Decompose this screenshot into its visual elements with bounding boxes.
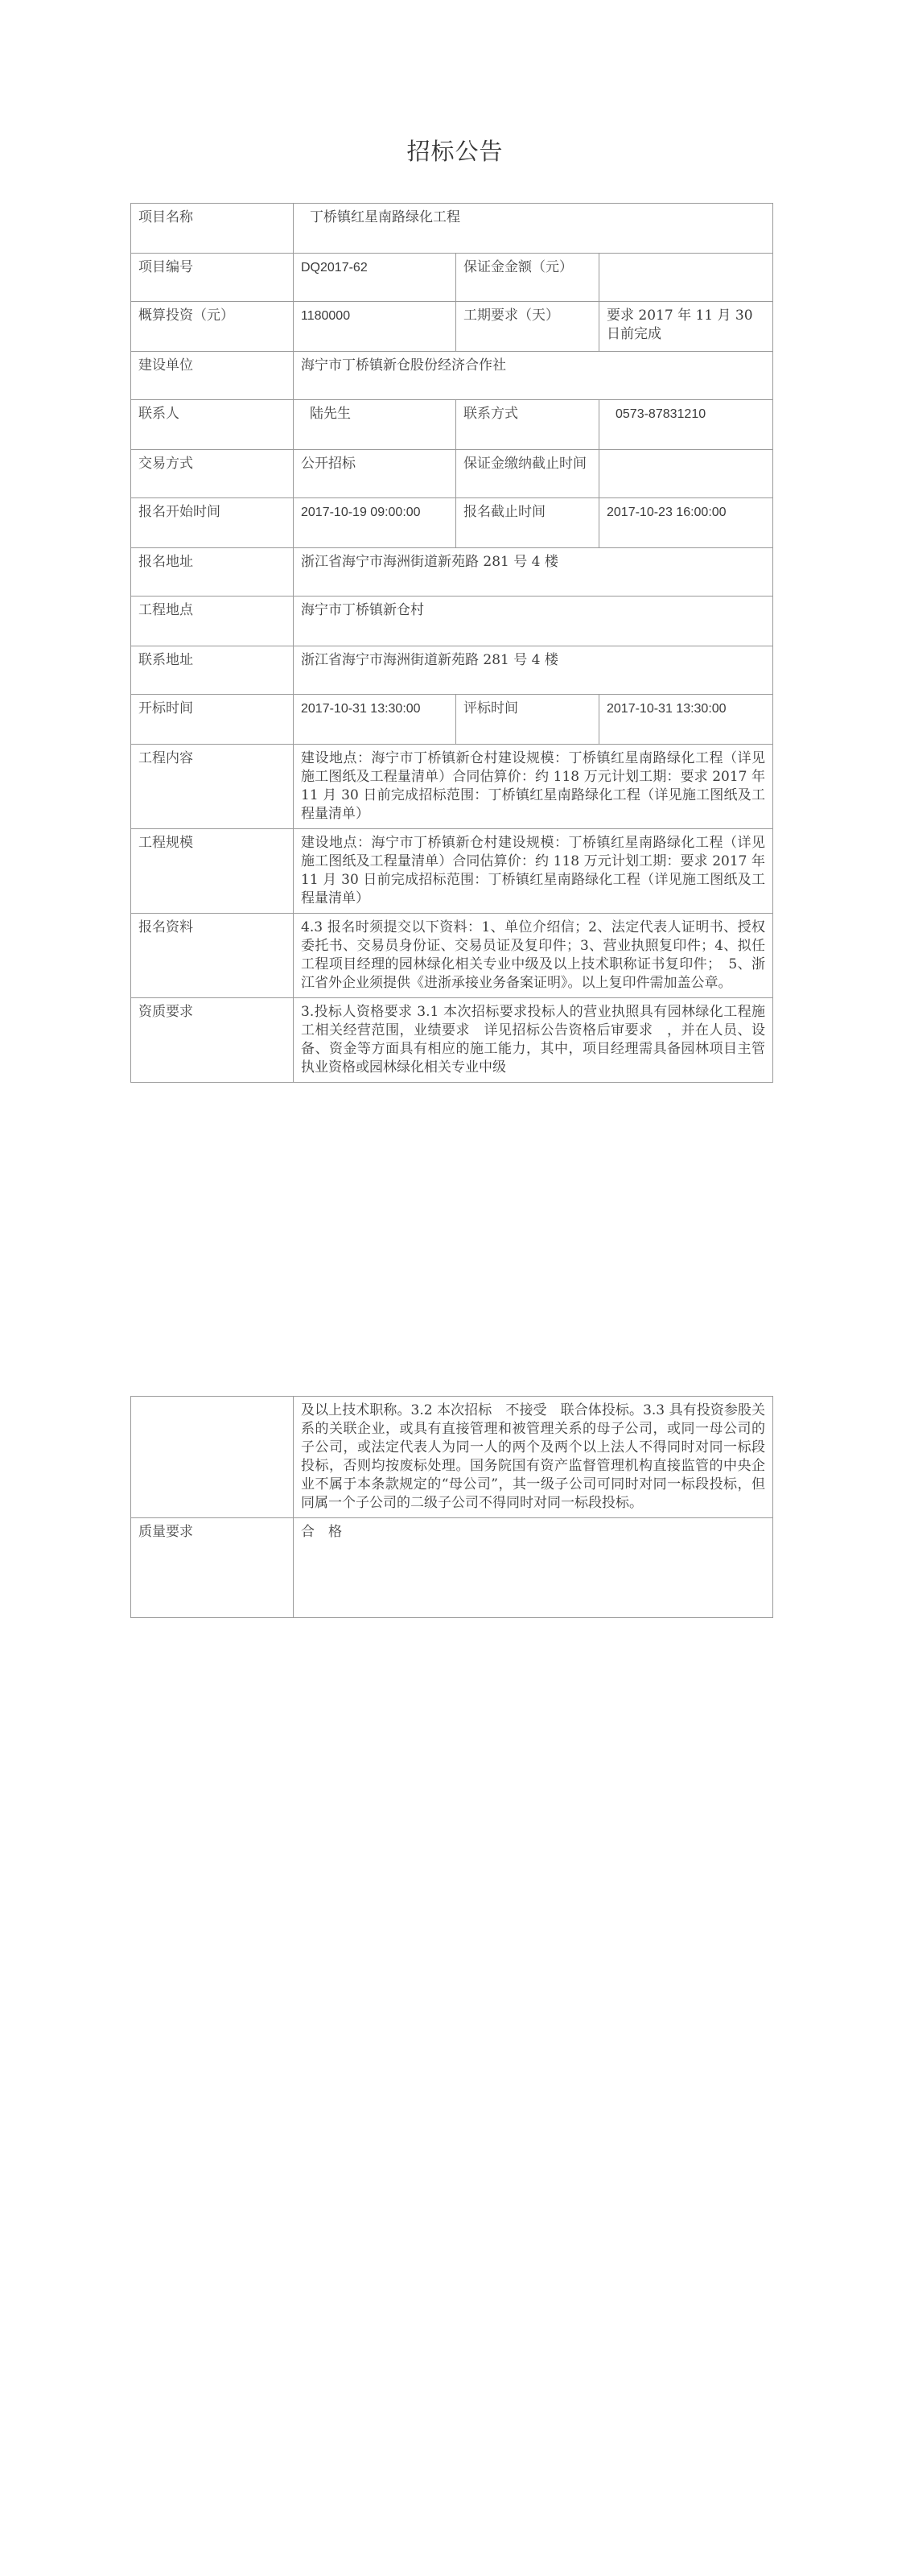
value-builder: 海宁市丁桥镇新仓股份经济合作社 <box>294 352 773 400</box>
label-qual: 资质要求 <box>131 998 294 1083</box>
row-content <box>131 745 773 829</box>
value-open-time: 2017-10-31 13:30:00 <box>294 695 456 745</box>
value-trade: 公开招标 <box>294 450 456 498</box>
value-qual: 3.投标人资格要求 3.1 本次招标要求投标人的营业执照具有园林绿化工程施工相关经营范围，业绩要求 详见招标公告资格后审要求 ，并在人员、设备、资金等方面具有相应的施工能力，其中，项目经理需具备园林项目主管执业资格或园林绿化相关专业中级 <box>294 998 773 1083</box>
label-eval-time: 评标时间 <box>456 695 599 745</box>
row-qual-continued <box>131 1397 773 1518</box>
value-reg-addr: 浙江省海宁市海洲街道新苑路 281 号 4 楼 <box>294 548 773 597</box>
label-site: 工程地点 <box>131 597 294 646</box>
tender-info-table <box>130 203 773 1083</box>
label-contact-phone: 联系方式 <box>456 400 599 450</box>
label-trade: 交易方式 <box>131 450 294 498</box>
value-docs: 4.3 报名时须提交以下资料：1、单位介绍信；2、法定代表人证明书、授权委托书、交易员身份证、交易员证及复印件；3、营业执照复印件；4、拟任工程项目经理的园林绿化相关专业中级及以上技术职称证书复印件； 5、浙江省外企业须提供《进浙承接业务备案证明》。以上复印件需加盖公章。 <box>294 914 773 998</box>
label-content: 工程内容 <box>131 745 294 829</box>
label-duration: 工期要求（天） <box>456 302 599 352</box>
value-eval-time: 2017-10-31 13:30:00 <box>599 695 773 745</box>
row-trade <box>131 450 773 498</box>
page-title: 招标公告 <box>406 138 504 165</box>
value-budget: 1180000 <box>294 302 456 352</box>
value-content: 建设地点：海宁市丁桥镇新仓村建设规模：丁桥镇红星南路绿化工程（详见施工图纸及工程量清单）合同估算价：约 118 万元计划工期：要求 2017 年 11 月 30 日前完成招标范围：丁桥镇红星南路绿化工程（详见施工图纸及工程量清单） <box>294 745 773 829</box>
label-budget: 概算投资（元） <box>131 302 294 352</box>
row-reg-time <box>131 498 773 548</box>
value-project-no: DQ2017-62 <box>294 254 456 302</box>
value-contact: 陆先生 <box>294 400 456 450</box>
row-contact-addr <box>131 646 773 695</box>
label-builder: 建设单位 <box>131 352 294 400</box>
label-reg-end: 报名截止时间 <box>456 498 599 548</box>
value-deposit-deadline <box>599 450 773 498</box>
row-project-name <box>131 204 773 254</box>
value-qual-continued: 及以上技术职称。3.2 本次招标 不接受 联合体投标。3.3 具有投资参股关系的关联企业，或具有直接管理和被管理关系的母子公司，或同一母公司的子公司，或法定代表人为同一人的两个及两个以上法人不得同时对同一标段投标，否则均按废标处理。国务院国有资产监督管理机构直接监管的中央企业不属于本条款规定的“母公司”，其一级子公司可同时对同一标段投标，但同属一个子公司的二级子公司不得同时对同一标段投标。 <box>294 1397 773 1518</box>
value-quality: 合 格 <box>294 1518 773 1618</box>
label-reg-addr: 报名地址 <box>131 548 294 597</box>
value-project-name: 丁桥镇红星南路绿化工程 <box>294 204 773 254</box>
tender-info-table-continued <box>130 1396 773 1618</box>
label-project-name: 项目名称 <box>131 204 294 254</box>
value-scale: 建设地点：海宁市丁桥镇新仓村建设规模：丁桥镇红星南路绿化工程（详见施工图纸及工程量清单）合同估算价：约 118 万元计划工期：要求 2017 年 11 月 30 日前完成招标范围：丁桥镇红星南路绿化工程（详见施工图纸及工程量清单） <box>294 829 773 914</box>
label-qual-continued <box>131 1397 294 1518</box>
label-open-time: 开标时间 <box>131 695 294 745</box>
value-duration: 要求 2017 年 11 月 30 日前完成 <box>599 302 773 352</box>
row-open-time <box>131 695 773 745</box>
value-contact-addr: 浙江省海宁市海洲街道新苑路 281 号 4 楼 <box>294 646 773 695</box>
value-deposit <box>599 254 773 302</box>
value-site: 海宁市丁桥镇新仓村 <box>294 597 773 646</box>
label-reg-start: 报名开始时间 <box>131 498 294 548</box>
value-reg-end: 2017-10-23 16:00:00 <box>599 498 773 548</box>
value-reg-start: 2017-10-19 09:00:00 <box>294 498 456 548</box>
label-quality: 质量要求 <box>131 1518 294 1618</box>
label-scale: 工程规模 <box>131 829 294 914</box>
value-contact-phone: 0573-87831210 <box>599 400 773 450</box>
label-project-no: 项目编号 <box>131 254 294 302</box>
label-deposit: 保证金金额（元） <box>456 254 599 302</box>
row-docs <box>131 914 773 998</box>
row-site <box>131 597 773 646</box>
row-quality <box>131 1518 773 1618</box>
row-qual <box>131 998 773 1083</box>
label-deposit-deadline: 保证金缴纳截止时间 <box>456 450 599 498</box>
row-budget <box>131 302 773 352</box>
row-project-no <box>131 254 773 302</box>
row-scale <box>131 829 773 914</box>
label-docs: 报名资料 <box>131 914 294 998</box>
row-reg-addr <box>131 548 773 597</box>
label-contact-addr: 联系地址 <box>131 646 294 695</box>
row-contact <box>131 400 773 450</box>
label-contact: 联系人 <box>131 400 294 450</box>
row-builder <box>131 352 773 400</box>
